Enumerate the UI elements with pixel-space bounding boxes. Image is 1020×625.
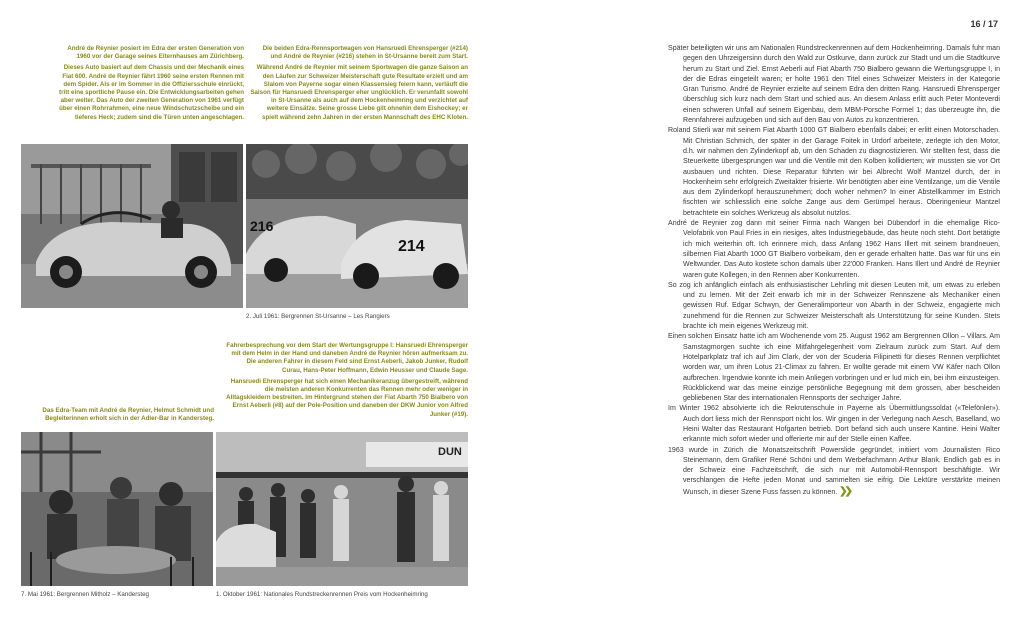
body-paragraph-text: 1963 wurde in Zürich die Monatszeitschrift Powerslide gegründet, initiiert vom Journalisten Rico Steinemann, dem Grafiker René Schöni und dem Werbefachmann Arthur Blank. Endlich gab es in der Schweiz eine Fachzeitschrift, die sich nur mit Automobil-Rennsport beschäftigte. Wir verschlangen die Hefte jeden Monat und sammelten sie eifrig. Die Lektüre verstärkte meinen Wunsch, in dieser Szene Fuss fassen zu können.	[668, 446, 1000, 496]
caption-mid-right	[226, 342, 468, 422]
body-paragraph: So zog ich anfänglich einfach als enthusiastischer Lehrling mit diesen Leuten mit, um etwas zu erleben und zu lernen. Mit der Zeit erwarb ich mir in der Schweizer Rennszene als Mechaniker einen gewissen Ruf. Edgar Schwyn, der Generalimporteur von Abarth in der Schweiz, engagierte mich zunehmend für die Rennen zur Schweizer Meisterschaft als Unterstützung für seine Kunden. Stets brachte ich mein eigenes Werkzeug mit.	[668, 281, 1000, 331]
page-number: 16 / 17	[970, 19, 998, 29]
body-paragraph: Im Winter 1962 absolvierte ich die Rekrutenschule in Payerne als Übermittlungssoldat («Telefönler»). Auch dort liess mich der Rennsport nicht los. Wir gingen in der Verlegung nach Aesch, Baselland, wo Heini Walter das Restaurant Hofgarten betrieb. Dort befand sich auch unsere Kantine. Heini Walter erkannte mich sofort wieder und offerierte mir auf der Stelle einen Kaffee.	[668, 405, 1000, 444]
car-number-216: 216	[250, 218, 274, 234]
body-paragraph: André de Reynier zog dann mit seiner Firma nach Wangen bei Dübendorf in die ehemalige Rico-Velofabrik von Paul Fries in ein riesiges, altes Industriegebäude, das heute noch steht. Dort betätigte ich mich weiterhin oft. Ich erinnere mich, dass Anfang 1962 Hans Illert mit seinem brandneuen, silbernen Fiat Abarth 1000 GT Bialbero vorbeikam, den er gerade erhalten hatte. Das war für uns ein Weltwunder. Das Auto kostete schon damals über 22'000 Franken. Hans Illert und André de Reynier waren gute Kollegen, in den Rennen aber Konkurrenten.	[668, 220, 1000, 279]
continue-arrow-icon: ❯❯	[839, 485, 850, 497]
body-paragraph: Einen solchen Einsatz hatte ich am Wochenende vom 25. August 1962 am Bergrennen Ollon – Villars. Am Samstagmorgen suchte ich eine Mitfahrgelegenheit vom Zielraum zurück zum Start. Auf dem Hotelparkplatz traf ich auf Jim Clark, der von der Scuderia Filipinetti für dieses Rennen verpflichtet worden war, um ihren Lotus 21-Climax zu fahren. Er wollte gerade mit einem VW Käfer nach Ollon aufbrechen. Irgendwie konnte ich mein Anliegen vorbringen und er lud mich ein, bei ihm einzusteigen. Rückblickend war das meine einzige persönliche Begegnung mit dem grossen, aber bescheiden gebliebenen Star des internationalen Rennsports der sechziger Jahre.	[668, 333, 1000, 403]
caption-text: Das Edra-Team mit André de Reynier, Helmut Schmidt und Begleiterinnen erholt sich in der Adler-Bar in Kandersteg.	[42, 407, 214, 423]
body-paragraph: Später beteiligten wir uns am Nationalen Rundstreckenrennen auf dem Hockenheimring. Damals fuhr man gegen den Uhrzeigersinn durch den Wald zur Ostkurve, dann zurück zur Stadt und um die Stadtkurve herum zu Start und Ziel. Ernst Aeberli auf Fiat Abarth 750 Bialbero gewann die Wertungsgruppe I, in der die Edras eingeteilt waren; er holte 1961 den Titel eines Schweizer Meisters in der Kategorie Gran Turismo. André de Reynier erzielte auf seinem Edra den dritten Rang. Hansruedi Ehrensperger überschlug sich kurz nach dem Start und schied aus. An diesem Anlass erlitt auch Peter Monteverdi einen schweren Unfall auf seinem Eigenbau, dem MBM-Porsche Formel 1; das überzeugte ihn, die Rennfahrerei aufzugeben und sich auf den Bau von Autos zu konzentrieren.	[668, 45, 1000, 125]
caption-text: Die beiden Edra-Rennsportwagen von Hansruedi Ehrensperger (#214) und André de Reynier (#216) stehen in St-Ursanne bereit zum Start.	[262, 45, 468, 61]
caption-text: Fahrerbesprechung vor dem Start der Wertungsgruppe I: Hansruedi Ehrensperger mit dem Helm in der Hand und daneben André de Reynier hören aufmerksam zu. Die anderen Fahrer in diesem Feld sind Ernst Aeberli, Jakob Junker, Rudolf Curau, Hans-Peter Hoffmann, Edwin Heusser und Claude Sage.	[226, 342, 468, 374]
photo-caption-kandersteg: 7. Mai 1961: Bergrennen Mitholz – Kandersteg	[21, 591, 149, 598]
body-text	[668, 44, 1000, 498]
photo-adler-bar	[21, 432, 213, 586]
photo-race-cars-st-ursanne	[246, 144, 468, 308]
photo-caption-hockenheim: 1. Oktober 1961: Nationales Rundstreckenrennen Preis vom Hockenheimring	[216, 591, 428, 598]
caption-text: Während André de Reynier mit seinem Sportwagen die ganze Saison an den Läufen zur Schweizer Meisterschaft gute Resultate erzielt und am Slalom von Payerne sogar einen Klassensieg feiern kann, verläuft die Saison für Hansruedi Ehrensperger eher unglücklich. Er verunfallt sowohl in St-Ursanne als auch auf dem Hockenheimring und verzichtet auf weitere Einsätze. Seine grosse Liebe gilt ohnehin dem Eishockey; er spielt während zehn Jahren in der ersten Mannschaft des EHC Kloten.	[250, 64, 468, 121]
body-paragraph: Roland Stierli war mit seinem Fiat Abarth 1000 GT Bialbero ebenfalls dabei; er erlitt einen Motorschaden. Mit Christian Schmich, der später in der Garage Foitek in Urdorf arbeitete, zerlegte ich den Motor, d.h. wir nahmen den Zylinderkopf ab, um den Schaden zu diagnostizieren. Wir stellten fest, dass die Steuerkette übergesprungen war und die Ventile mit den Kolben kollidierten; wir mussten sie vor Ort ausbauen und richten. Diese Reparatur führten wir bei Albrecht Wolf Mantzel durch, der in Hockenheim sehr erfolgreich Zweitakter frisierte. Wir benötigten aber eine Ventilzange, um die Ventile aus dem Zylinderkopf herauszunehmen; doch woher nehmen? In einer Abstellkammer im Estrich fischten wir schliesslich eine solche Zange aus dem Gerümpel heraus. Oberingenieur Mantzel betrachtete ein solches Werkzeug als absolut nutzlos.	[668, 127, 1000, 217]
body-paragraph	[668, 446, 1000, 498]
caption-top-left	[54, 45, 244, 125]
photo-caption-st-ursanne: 2. Juli 1961: Bergrennen St-Ursanne – Les Rangiers	[246, 313, 390, 320]
caption-mid-left	[26, 407, 214, 426]
caption-text: Dieses Auto basiert auf dem Chassis und der Mechanik eines Fiat 600. André de Reynier fährt 1960 seine ersten Rennen mit dem Spider. Als er im Sommer in die Offiziersschule einrückt, tritt eine sportliche Pause ein. Die Entwicklungsarbeiten gehen aber weiter. Das Auto der zweiten Generation von 1961 verfügt über einen Rohrrahmen, eine neue Windschutzscheibe und ein tieferes Heck; zudem sind die Türen unten angeschlagen.	[59, 64, 244, 121]
car-number-214: 214	[398, 238, 425, 255]
caption-text: André de Reynier posiert im Edra der ersten Generation von 1960 vor der Garage seines Elternhauses am Zürichberg.	[67, 45, 244, 61]
caption-top-right	[250, 45, 468, 125]
photo-hockenheim-paddock	[216, 432, 468, 586]
caption-text: Hansruedi Ehrensperger hat sich einen Mechanikeranzug übergestreift, während die meisten anderen Konkurrenten das Rennen mehr oder weniger in Alltagskleidern bestreiten. Im Hintergrund stehen der Fiat Abarth 750 Bialbero von Ernst Aeberli (#8) auf der Pole-Position und daneben der DKW Junior von Alfred Junker (#19).	[226, 377, 468, 418]
photo-edra-garage	[21, 144, 243, 308]
dunlop-sign: DUN	[438, 446, 462, 458]
